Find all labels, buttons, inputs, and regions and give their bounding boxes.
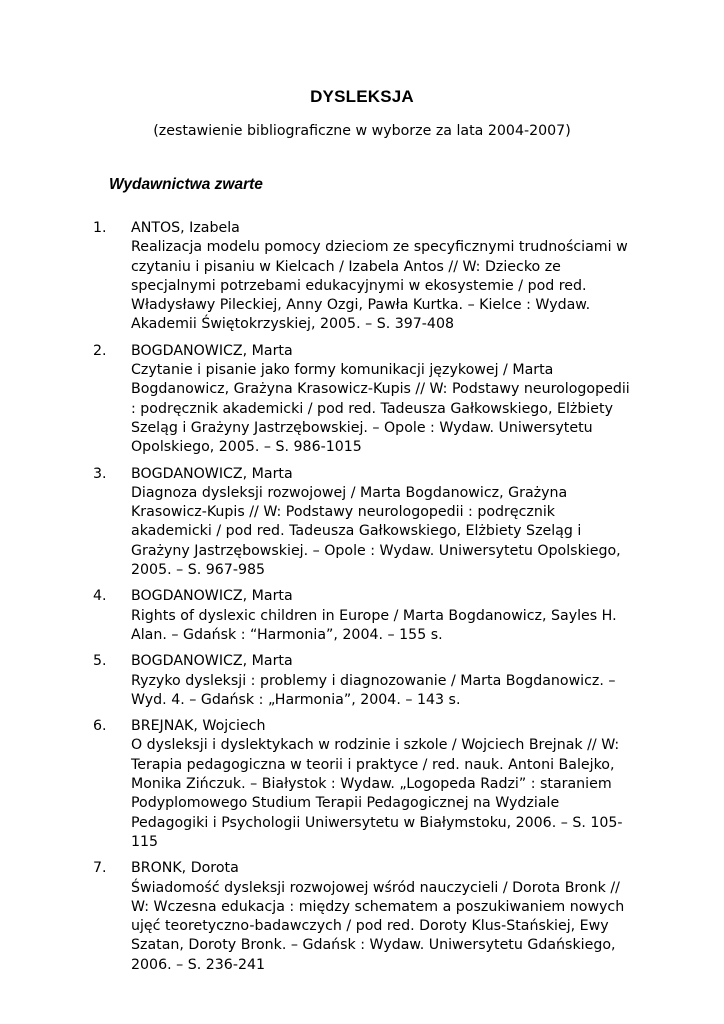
entry-description: Ryzyko dysleksji : problemy i diagnozowanie / Marta Bogdanowicz. – Wyd. 4. – Gdańsk : „Harmonia”, 2004. – 143 s. — [131, 672, 616, 708]
entry-author: ANTOS, Izabela — [131, 220, 240, 236]
entry-number: 4. — [93, 588, 107, 605]
bibliography-entry-7 — [0, 859, 631, 975]
entry-description: Czytanie i pisanie jako formy komunikacji językowej / Marta Bogdanowicz, Grażyna Krasowicz-Kupis // W: Podstawy neurologopedii : podręcznik akademicki / pod red. Tadeusza Gałkowskiego, Elżbiety Szeląg i Grażyny Jastrzębowskiej. – Opole : Wydaw. Uniwersytetu Opolskiego, 2005. – S. 986-1015 — [131, 362, 630, 456]
document-subtitle: (zestawienie bibliograficzne w wyborze za lata 2004-2007) — [153, 123, 571, 139]
section-heading: Wydawnictwa zwarte — [109, 176, 263, 193]
entry-description: Realizacja modelu pomocy dzieciom ze specyficznymi trudnościami w czytaniu i pisaniu w Kielcach / Izabela Antos // W: Dziecko ze specjalnymi potrzebami edukacyjnymi w ekosystemie / pod red. Władysławy Pileckiej, Anny Ozgi, Pawła Kurtka. – Kielce : Wydaw. Akademii Świętokrzyskiej, 2005. – S. 397-408 — [131, 239, 628, 333]
entry-number: 1. — [93, 220, 107, 236]
bibliography-entry-1 — [0, 219, 631, 335]
document-title: DYSLEKSJA — [310, 87, 414, 106]
entry-author: BOGDANOWICZ, Marta — [131, 653, 293, 670]
entry-author: BREJNAK, Wojciech — [131, 718, 266, 735]
bibliography-entry-2 — [0, 342, 631, 458]
entry-description: O dysleksji i dyslektykach w rodzinie i szkole / Wojciech Brejnak // W: Terapia pedagogiczna w teorii i praktyce / red. nauk. Antoni Balejko, Monika Zińczuk. – Białystok : Wydaw. „Logopeda Radzi” : staraniem Podyplomowego Studium Terapii Pedagogicznej na Wydziale Pedagogiki i Psychologii Uniwersytetu w Białymstoku, 2006. – S. 105-115 — [131, 737, 623, 850]
entry-description: Diagnoza dysleksji rozwojowej / Marta Bogdanowicz, Grażyna Krasowicz-Kupis // W: Podstawy neurologopedii : podręcznik akademicki / pod red. Tadeusza Gałkowskiego, Elżbiety Szeląg i Grażyny Jastrzębowskiej. – Opole : Wydaw. Uniwersytetu Opolskiego, 2005. – S. 967-985 — [131, 484, 621, 579]
bibliography-entry-6 — [0, 717, 631, 852]
bibliography-entry-4 — [0, 587, 631, 645]
entry-description: Rights of dyslexic children in Europe / Marta Bogdanowicz, Sayles H. Alan. – Gdańsk : “Harmonia”, 2004. – 155 s. — [131, 607, 617, 643]
entry-author: BOGDANOWICZ, Marta — [131, 342, 293, 359]
entry-author: BOGDANOWICZ, Marta — [131, 588, 293, 605]
entry-number: 3. — [93, 465, 107, 482]
entry-number: 2. — [93, 342, 107, 359]
entry-number: 6. — [93, 718, 107, 735]
bibliography-entry-3 — [0, 465, 631, 581]
bibliography-entry-5 — [0, 652, 631, 710]
entry-author: BRONK, Dorota — [131, 860, 239, 877]
entry-description: Świadomość dysleksji rozwojowej wśród nauczycieli / Dorota Bronk // W: Wczesna edukacja : między schematem a poszukiwaniem nowych ujęć teoretyczno-badawczych / pod red. Doroty Klus-Stańskiej, Ewy Szatan, Doroty Bronk. – Gdańsk : Wydaw. Uniwersytetu Gdańskiego, 2006. – S. 236-241 — [131, 879, 625, 973]
entry-number: 5. — [93, 653, 107, 670]
entry-number: 7. — [93, 860, 107, 877]
bibliography-list — [0, 219, 724, 982]
entry-author: BOGDANOWICZ, Marta — [131, 465, 293, 482]
